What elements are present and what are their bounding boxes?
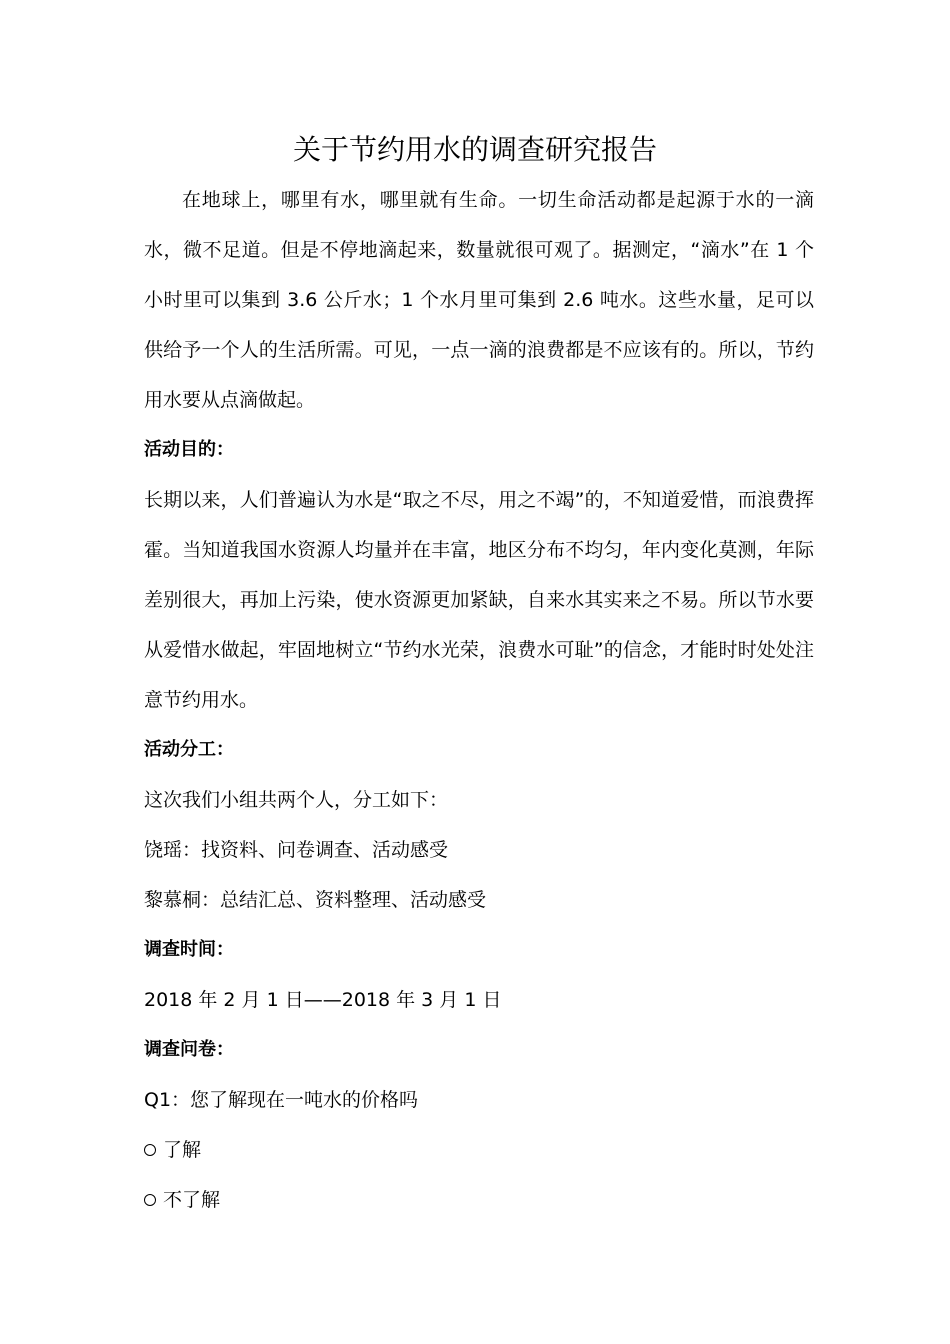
radio-circle-icon[interactable] — [144, 1194, 156, 1206]
option-label: 了解 — [163, 1139, 202, 1161]
division-line: 黎慕桐：总结汇总、资料整理、活动感受 — [144, 889, 487, 911]
time-range: 2018 年 2 月 1 日——2018 年 3 月 1 日 — [144, 989, 502, 1011]
option-know[interactable] — [144, 1125, 814, 1175]
purpose-paragraph: 长期以来，人们普遍认为水是“取之不尽，用之不竭”的，不知道爱惜，而浪费挥霍。当知道我国水资源人均量并在丰富，地区分布不均匀，年内变化莫测，年际差别很大，再加上污染，使水资源更加紧缺，自来水其实来之不易。所以节水要从爱惜水做起，牢固地树立“节约水光荣，浪费水可耻”的信念，才能时时处处注意节约用水。 — [144, 489, 814, 711]
document-title: 关于节约用水的调查研究报告 — [292, 133, 657, 166]
division-line: 饶瑶：找资料、问卷调查、活动感受 — [144, 839, 449, 861]
option-label: 不了解 — [163, 1189, 221, 1211]
division-heading: 活动分工： — [144, 739, 234, 760]
option-dont-know[interactable] — [144, 1175, 814, 1225]
document-body — [144, 175, 814, 1225]
radio-circle-icon[interactable] — [144, 1144, 156, 1156]
purpose-heading: 活动目的： — [144, 439, 234, 460]
time-heading: 调查时间： — [144, 939, 234, 960]
intro-paragraph: 在地球上，哪里有水，哪里就有生命。一切生命活动都是起源于水的一滴水，微不足道。但是不停地滴起来，数量就很可观了。据测定，“滴水”在 1 个小时里可以集到 3.6 公斤水；1 个水月里可集到 2.6 吨水。这些水量，足可以供给予一个人的生活所需。可见，一点一滴的浪费都是不应该有的。所以，节约用水要从点滴做起。 — [144, 189, 814, 411]
question-q1: Q1：您了解现在一吨水的价格吗 — [144, 1089, 419, 1111]
questionnaire-heading: 调查问卷： — [144, 1039, 234, 1060]
division-line: 这次我们小组共两个人，分工如下： — [144, 789, 449, 811]
